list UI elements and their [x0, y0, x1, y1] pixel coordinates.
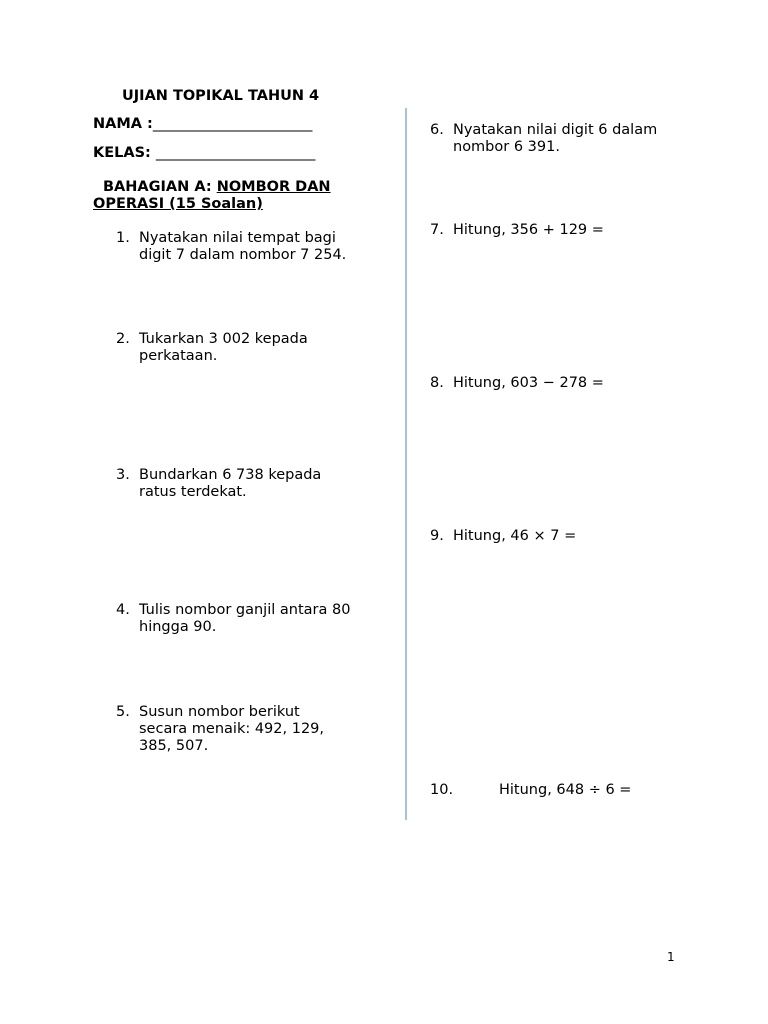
- kelas-blank-line: ______________________: [155, 145, 316, 161]
- question-text: Bundarkan 6 738 kepada ratus terdekat.: [139, 467, 322, 500]
- section-title-part2: OPERASI (15 Soalan): [93, 196, 263, 212]
- question-text: Hitung, 648 ÷ 6 =: [499, 782, 632, 798]
- page-number: 1: [667, 950, 675, 964]
- nama-label: NAMA :: [93, 116, 153, 132]
- question-item: [430, 375, 690, 392]
- question-text: Hitung, 46 × 7 =: [453, 528, 577, 544]
- question-item: [116, 230, 366, 264]
- question-text: Nyatakan nilai digit 6 dalam nombor 6 391.: [453, 122, 658, 155]
- question-text: Susun nombor berikut secara menaik: 492, 129, 385, 507.: [139, 704, 325, 754]
- question-number: 4.: [116, 602, 130, 618]
- question-item: [116, 467, 356, 501]
- question-text: Hitung, 603 − 278 =: [453, 375, 604, 391]
- question-number: 10.: [430, 782, 454, 798]
- page-title: UJIAN TOPIKAL TAHUN 4: [122, 88, 320, 104]
- question-text: Hitung, 356 + 129 =: [453, 222, 604, 238]
- question-text: Tulis nombor ganjil antara 80 hingga 90.: [139, 602, 351, 635]
- question-item: [430, 782, 710, 799]
- nama-blank-line: ______________________: [152, 116, 313, 132]
- question-item: [116, 331, 346, 365]
- question-item: [430, 222, 690, 239]
- kelas-field: [93, 145, 315, 162]
- question-number: 8.: [430, 375, 444, 391]
- question-item: [116, 602, 356, 636]
- question-item: [116, 704, 346, 755]
- question-item: [430, 528, 690, 545]
- question-number: 3.: [116, 467, 130, 483]
- column-divider: [405, 108, 407, 820]
- section-prefix: BAHAGIAN A:: [103, 179, 212, 195]
- question-number: 2.: [116, 331, 130, 347]
- question-number: 9.: [430, 528, 444, 544]
- question-number: 7.: [430, 222, 444, 238]
- question-number: 5.: [116, 704, 130, 720]
- question-item: [430, 122, 690, 156]
- nama-field: [93, 116, 312, 133]
- section-title-part1: NOMBOR DAN: [216, 179, 331, 195]
- section-heading: [93, 179, 383, 213]
- kelas-label: KELAS:: [93, 145, 151, 161]
- question-text: Nyatakan nilai tempat bagi digit 7 dalam nombor 7 254.: [139, 230, 347, 263]
- question-text: Tukarkan 3 002 kepada perkataan.: [139, 331, 308, 364]
- question-number: 1.: [116, 230, 130, 246]
- question-number: 6.: [430, 122, 444, 138]
